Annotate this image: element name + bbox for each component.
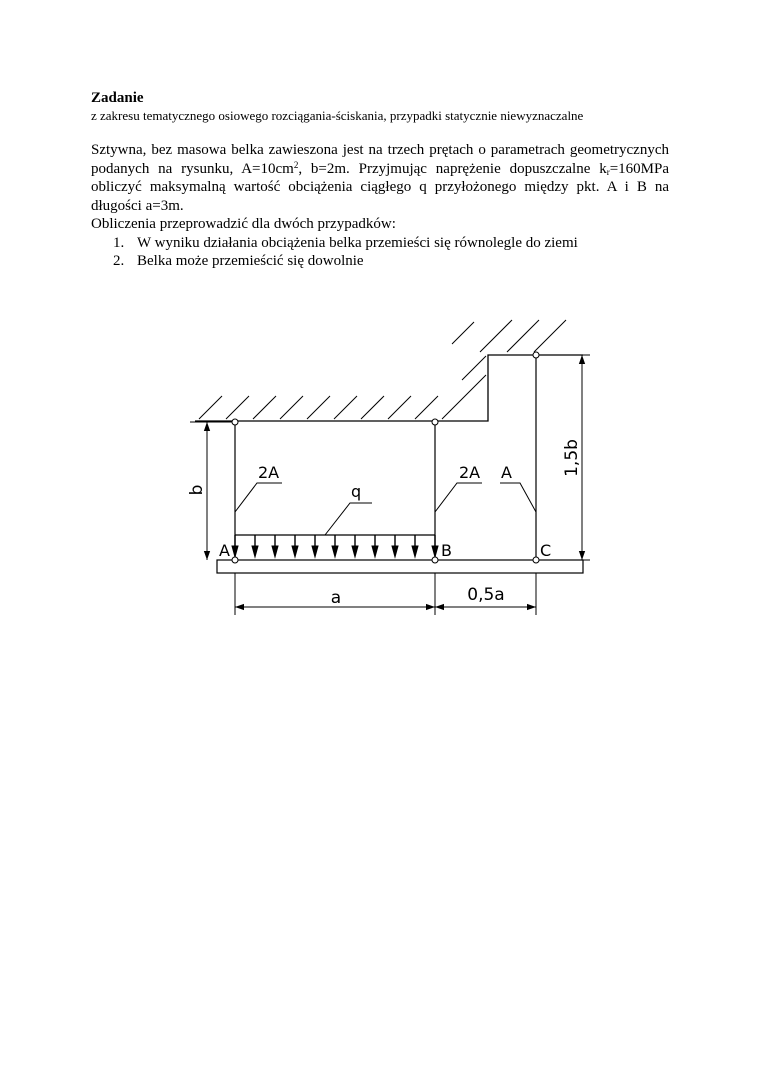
load-arrow-head: [332, 546, 338, 557]
point-a-label: A: [219, 541, 230, 560]
hinge-top-right: [533, 352, 539, 358]
load-arrow-head: [312, 546, 318, 557]
point-b-label: B: [441, 541, 452, 560]
dim-a-label: a: [330, 588, 342, 608]
load-arrow-head: [272, 546, 278, 557]
dim-15b-label: 1,5b: [562, 439, 582, 477]
load-arrow-head: [232, 546, 238, 557]
rod-left-area-label: 2A: [258, 463, 280, 482]
page-subtitle: z zakresu tematycznego osiowego rozciągania-ściskania, przypadki statycznie niewyznaczalne: [91, 108, 584, 123]
list-item-text: Belka może przemieścić się dowolnie: [137, 253, 364, 269]
rod-middle-area-label: 2A: [459, 463, 481, 482]
page-title: Zadanie: [91, 90, 144, 106]
area-unit-exponent: 2: [293, 159, 299, 170]
hinge-top-middle: [432, 419, 438, 425]
hinge-point-b: [432, 557, 438, 563]
load-arrow-head: [252, 546, 258, 557]
list-item-text: W wyniku działania obciążenia belka przemieści się równolegle do ziemi: [137, 234, 578, 251]
statement-text-2: , b=2m. Przyjmując naprężenie dopuszczalne k: [298, 160, 607, 177]
load-arrow-head: [392, 546, 398, 557]
dim-b-label: b: [187, 484, 207, 496]
load-arrow-head: [432, 546, 438, 557]
load-arrow-head: [372, 546, 378, 557]
rods: [235, 355, 536, 560]
stress-subscript: r: [606, 166, 610, 177]
rigid-beam: [217, 560, 583, 573]
point-c-label: C: [540, 541, 552, 560]
dimension-labels: [187, 439, 582, 608]
dim-05a-label: 0,5a: [467, 585, 505, 605]
dimension-lines: [190, 355, 590, 615]
hinge-point-c: [533, 557, 539, 563]
list-item-number: 1.: [113, 234, 125, 251]
list-item-number: 2.: [113, 253, 125, 269]
rod-right-area-label: A: [501, 463, 512, 482]
hinge-point-a: [232, 557, 238, 563]
ceiling-support: [195, 320, 583, 421]
leader-lines: [235, 483, 536, 535]
statement-text-3: =160MPa obliczyć maksymalną wartość obciążenia ciągłego q przyłożonego między pkt. A i B na długości a=3m.: [91, 160, 669, 214]
hinges: [232, 352, 539, 563]
cases-intro: Obliczenia przeprowadzić dla dwóch przypadków:: [91, 216, 396, 232]
hinge-top-left: [232, 419, 238, 425]
load-arrow-head: [412, 546, 418, 557]
load-label: q: [351, 482, 362, 501]
distributed-load: [232, 535, 438, 557]
load-arrow-head: [292, 546, 298, 557]
load-arrow-head: [352, 546, 358, 557]
figure-labels: [219, 463, 551, 560]
statement-text-1: Sztywna, bez masowa belka zawieszona jest na trzech prętach o parametrach geometrycznych podanych na rysunku, A=10cm: [91, 142, 669, 177]
